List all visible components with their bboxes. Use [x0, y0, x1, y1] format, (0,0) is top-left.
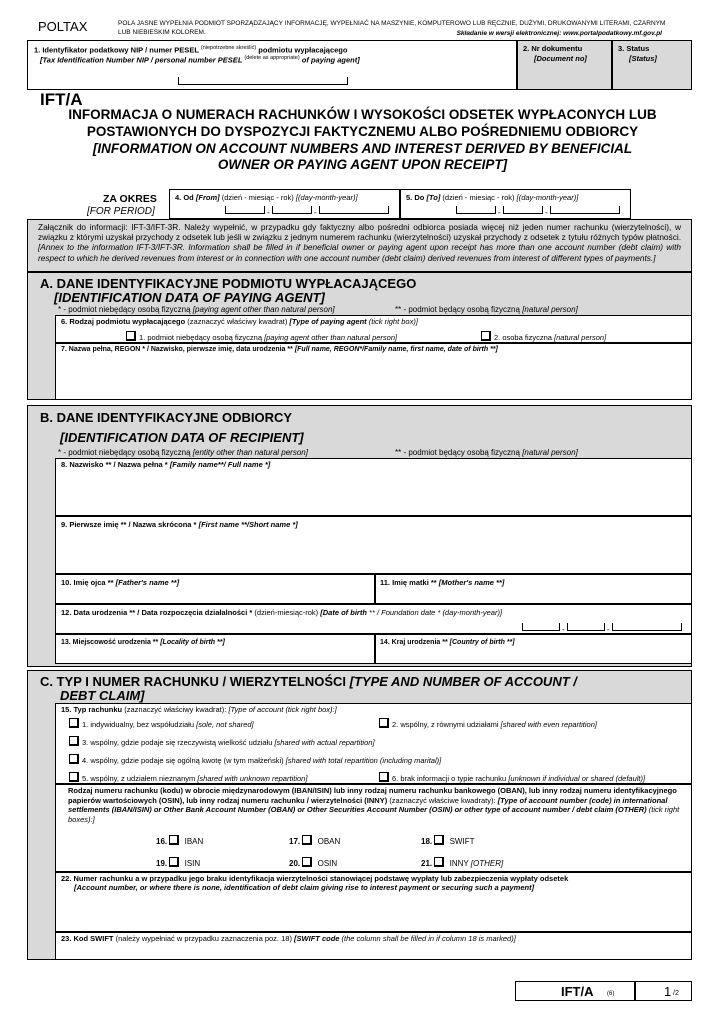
period-to-field[interactable]: 5. Do [To] (dzień - miesiąc - rok) [(day-month-year)] - - [400, 189, 631, 219]
electronic-filing-note: Składanie w wersji elektronicznej: www.portalpodatkowy.mf.gov.pl [456, 30, 662, 37]
annex-note: Załącznik do informacji: IFT-3/IFT-3R. Należy wypełnić, w przypadku gdy faktyczny albo pośredni odbiorca posiada więcej niż jeden numer rachunku (wierzytelności), w związku z którymi uzyskał przychody z odsetek lub jeśli w związku z jednym numerem rachunku (wierzytelności) uzyskał przychody z odsetek z tytułu różnych typów płatności. [Annex to the information IFT-3/IFT-3R. Information shall be filled in if beneficial owner or paying agent upon receipt has more than one account number (debt claim) with respect to which he derived revenues from interest or in connection with one account number (debt claim) derived revenues from interest of different types of payments.] [27, 219, 692, 272]
field-2-label-en: [Document no] [534, 54, 587, 63]
checkbox[interactable] [481, 331, 491, 341]
field-1-box[interactable]: 1. Identyfikator podatkowy NIP / numer PESEL $^{(niepotrzebne skreślić)}$ podmiotu wypłacającego [Tax Identification Number NIP / personal number PESEL $^{(delete as appropriate)}$ of paying agent] [27, 40, 517, 90]
checkbox[interactable] [302, 857, 312, 867]
checkbox[interactable] [379, 772, 389, 782]
checkbox[interactable] [379, 718, 389, 728]
field-22-label-en: [Account number, or where there is none, identification of debt claim giving rise to interest payment or securing such a payment] [74, 883, 535, 892]
field-22-label: 22. Numer rachunku a w przypadku jego braku identyfikacja wierzytelności stanowiącej podstawę wypłaty lub zabezpieczenia wypłaty odsetek [61, 874, 569, 883]
section-c-title: C. TYP I NUMER RACHUNKU / WIERZYTELNOŚCI [40, 674, 346, 689]
field-6-box: 6. Rodzaj podmiotu wypłacającego (zaznaczyć właściwy kwadrat) [Type of paying agent (tick right box)] 1. podmiot niebędący osobą fizyczną [paying agent other than natural person] 2. osoba fizyczna [natural person] [55, 315, 692, 343]
code-other[interactable]: 21. INNY [OTHER] [421, 859, 504, 868]
field-8-box[interactable]: 8. Nazwisko ** / Nazwa pełna * [Family name**/ Full name *] [55, 458, 692, 516]
header-instructions: POLA JASNE WYPEŁNIA PODMIOT SPORZĄDZAJĄCY INFORMACJĘ, WYPEŁNIAĆ NA MASZYNIE, KOMPUTEROWO LUB RĘCZNIE, DUŻYMI, DRUKOWANYMI LITERAMI, CZARNYM LUB NIEBIESKIM KOLOREM. [118, 20, 666, 36]
account-type-option-6[interactable]: 6. brak informacji o typie rachunku [unknown if individual or shared (default)] [379, 772, 645, 783]
section-c-title-en-2: DEBT CLAIM] [60, 688, 145, 703]
account-code-box: Rodzaj numeru rachunku (kodu) w obrocie międzynarodowym (IBAN/ISIN) lub inny rodzaj numeru rachunku bankowego (OBAN), lub inny rodzaj numeru identyfikacyjnego papierów wartościowych (OSIN), lub inny rodzaj numeru rachunku / wierzytelności (INNY) (zaznaczyć właściwe kwadraty): [Type of account number (code) in international settlements (IBAN/ISIN) or Other Bank Account Number (OBAN) or Other Securities Account Number (OSIN) or other type of account number / debt claim (OTHER) (tick right boxes):] 16. IBAN 17. OBAN 18. SWIFT 19. ISIN 20. OSIN 21. INNY [OTHER] [55, 784, 692, 872]
field-9-box[interactable]: 9. Pierwsze imię ** / Nazwa skrócona * [First name **/Short name *] [55, 516, 692, 574]
code-swift[interactable]: 18. SWIFT [421, 837, 475, 846]
title-en-1: [INFORMATION ON ACCOUNT NUMBERS AND INTEREST DERIVED BY BENEFICIAL [92, 141, 633, 156]
section-b-title: B. DANE IDENTYFIKACYJNE ODBIORCY [40, 410, 293, 425]
period-from-field[interactable]: 4. Od [From] (dzień - miesiąc - rok) [(day-month-year)] - - [169, 189, 400, 219]
field-22-box[interactable] [55, 872, 692, 932]
checkbox[interactable] [69, 772, 79, 782]
paying-agent-type-option-1[interactable]: 1. podmiot niebędący osobą fizyczną [paying agent other than natural person] [126, 331, 397, 342]
account-type-option-3[interactable]: 3. wspólny, gdzie podaje się rzeczywistą wielkość udziału [shared with actual repartition] [69, 736, 375, 747]
field-2-box[interactable] [517, 40, 612, 90]
field-1-label-en: [Tax Identification Number NIP / personal number PESEL [40, 55, 243, 65]
period-label-en: [FOR PERIOD] [87, 206, 155, 217]
field-14-box[interactable]: 14. Kraj urodzenia ** [Country of birth **] [375, 634, 692, 664]
account-type-option-2[interactable]: 2. wspólny, z równymi udziałami [shared with even repartition] [379, 718, 597, 729]
nip-entry-line[interactable] [178, 77, 348, 85]
form-code: IFT/A [40, 90, 83, 109]
field-3-box[interactable] [612, 40, 692, 90]
footer-form-code: IFT/A (6) [515, 981, 635, 1001]
account-type-option-4[interactable]: 4. wspólny, gdzie podaje się ogólną kwotę (w tym małżeński) [shared with total repartition (including marital)] [69, 754, 441, 765]
checkbox[interactable] [169, 857, 179, 867]
field-13-box[interactable]: 13. Miejscowość urodzenia ** [Locality of birth **] [55, 634, 375, 664]
field-2-label: 2. Nr dokumentu [523, 44, 583, 53]
section-b: B. DANE IDENTYFIKACYJNE ODBIORCY [IDENTIFICATION DATA OF RECIPIENT] * - podmiot niebędący osobą fizyczną [entity other than natural person] ** - podmiot będący osobą fizyczną [natural person] [27, 405, 692, 667]
code-osin[interactable]: 20. OSIN [289, 859, 338, 868]
paying-agent-type-option-2[interactable]: 2. osoba fizyczna [natural person] [481, 331, 606, 342]
field-11-box[interactable]: 11. Imię matki ** [Mother's name **] [375, 574, 692, 604]
field-23-box[interactable]: 23. Kod SWIFT (należy wypełniać w przypadku zaznaczenia poz. 18) [SWIFT code (the column shall be filled in if column 18 is marked)] [55, 932, 692, 960]
field-7-box[interactable]: 7. Nazwa pełna, REGON * / Nazwisko, pierwsze imię, data urodzenia ** [Full name, REGON*/Family name, first name, date of birth **] [55, 343, 692, 400]
checkbox[interactable] [434, 835, 444, 845]
account-type-option-1[interactable]: 1. indywidualny, bez współudziału [sole, not shared] [69, 718, 254, 729]
code-isin[interactable]: 19. ISIN [156, 859, 201, 868]
section-a: A. DANE IDENTYFIKACYJNE PODMIOTU WYPŁACAJĄCEGO [IDENTIFICATION DATA OF PAYING AGENT] * - podmiot niebędący osobą fizyczną [paying agent other than natural person] ** - podmiot będący osobą fizyczną [natural person] [27, 272, 692, 400]
checkbox[interactable] [69, 736, 79, 746]
account-type-option-5[interactable]: 5. wspólny, z udziałem nieznanym [shared with unknown repartition] [69, 772, 307, 783]
code-iban[interactable]: 16. IBAN [156, 837, 204, 846]
field-3-label-en: [Status] [629, 54, 657, 63]
code-oban[interactable]: 17. OBAN [289, 837, 341, 846]
field-3-label: 3. Status [618, 44, 650, 53]
checkbox[interactable] [434, 857, 444, 867]
title-en-2: OWNER OR PAYING AGENT UPON RECEIPT] [217, 157, 508, 172]
checkbox[interactable] [126, 331, 136, 341]
checkbox[interactable] [302, 835, 312, 845]
field-1-label: 1. Identyfikator podatkowy NIP / numer PESEL [34, 45, 199, 55]
section-a-title-en: [IDENTIFICATION DATA OF PAYING AGENT] [54, 290, 325, 305]
section-a-title: A. DANE IDENTYFIKACYJNE PODMIOTU WYPŁACAJĄCEGO [40, 276, 417, 291]
checkbox[interactable] [69, 754, 79, 764]
title-pl-1: INFORMACJA O NUMERACH RACHUNKÓW I WYSOKOŚCI ODSETEK WYPŁACONYCH LUB [68, 107, 657, 122]
checkbox[interactable] [69, 718, 79, 728]
field-12-box[interactable]: 12. Data urodzenia ** / Data rozpoczęcia działalności * (dzień-miesiąc-rok) [Date of birth ** / Foundation date * (day-month-year)] - - [55, 604, 692, 634]
title-pl-2: POSTAWIONYCH DO DYSPOZYCJI FAKTYCZNEMU ALBO POŚREDNIEMU ODBIORCY [86, 124, 639, 139]
checkbox[interactable] [169, 835, 179, 845]
period-label: ZA OKRES [103, 193, 157, 205]
poltax-logo: POLTAX [38, 19, 88, 34]
section-c-title-en: [TYPE AND NUMBER OF ACCOUNT / [349, 674, 577, 689]
field-10-box[interactable]: 10. Imię ojca ** [Father's name **] [55, 574, 375, 604]
field-15-box: 15. Typ rachunku (zaznaczyć właściwy kwadrat): [Type of account (tick right box):] 1. indywidualny, bez współudziału [sole, not shared] 2. wspólny, z równymi udziałami [shared with even repartition] 3. wspólny, gdzie podaje się rzeczywistą wielkość udziału [shared with actual repartition] 4. wspólny, gdzie podaje się ogólną kwotę (w tym małżeński) [shared with total repartition (including marital)] 5. wspólny, z udziałem nieznanym [shared with unknown repartition] 6. brak informacji o typie rachunku [unknown if individual or shared (default)] [55, 703, 692, 784]
footer-page-number: 1 /2 [635, 981, 692, 1001]
section-b-title-en: [IDENTIFICATION DATA OF RECIPIENT] [60, 430, 304, 445]
